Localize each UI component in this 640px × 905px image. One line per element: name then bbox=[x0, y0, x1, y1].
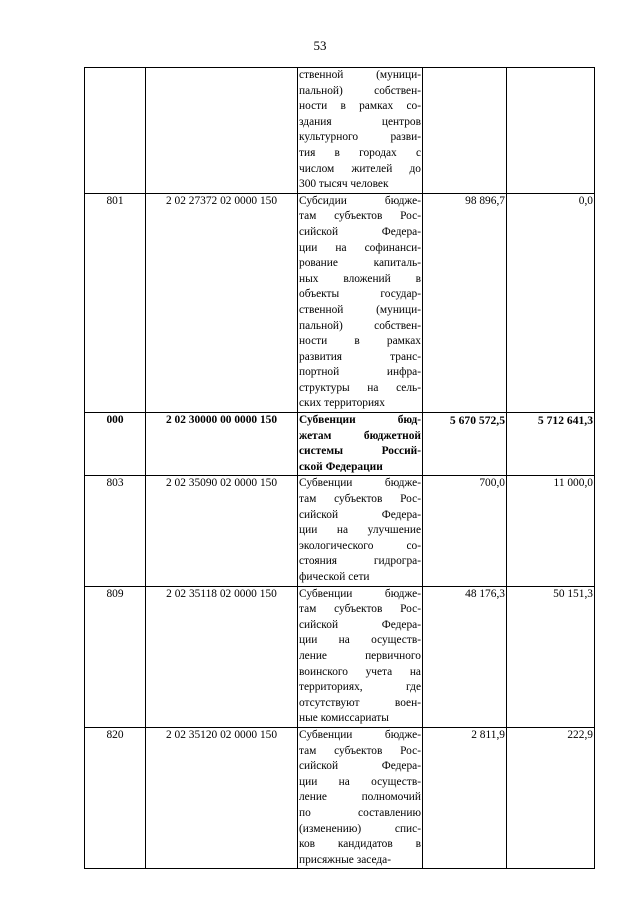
table-row bbox=[85, 413, 595, 476]
income-name-line: (изменению) спис- bbox=[299, 822, 421, 835]
income-name-cell bbox=[298, 193, 423, 412]
income-name-line: сийской Федера- bbox=[299, 225, 421, 238]
income-name-line: ление первичного bbox=[299, 649, 421, 662]
income-name-cell bbox=[298, 476, 423, 586]
income-name-line: пальной) собствен- bbox=[299, 319, 421, 332]
income-name-line: развития транс- bbox=[299, 350, 421, 363]
income-name-line: ственной (муници- bbox=[299, 69, 421, 81]
income-name-line: ности в рамках bbox=[299, 335, 421, 348]
income-name-line: ских территориях bbox=[299, 397, 385, 410]
amount-year-2-cell: 5 712 641,3 bbox=[507, 413, 595, 476]
budget-classification-code-cell: 2 02 27372 02 0000 150 bbox=[146, 193, 298, 412]
income-name-line: структуры на сель- bbox=[299, 381, 421, 394]
income-name-line: отсутствуют воен- bbox=[299, 696, 421, 709]
amount-year-1-cell: 98 896,7 bbox=[423, 193, 507, 412]
income-name-line: Субвенции бюдже- bbox=[299, 728, 421, 741]
income-name-line: фической сети bbox=[299, 571, 370, 583]
amount-year-2-cell: 11 000,0 bbox=[507, 476, 595, 586]
admin-code-cell: 820 bbox=[85, 727, 146, 868]
income-name-line: ных вложений в bbox=[299, 272, 421, 285]
income-name-line: ской Федерации bbox=[299, 460, 383, 473]
income-name-line: 300 тысяч человек bbox=[299, 178, 389, 191]
budget-classification-code-cell: 2 02 30000 00 0000 150 bbox=[146, 413, 298, 476]
income-name-line: ности в рамках со- bbox=[299, 100, 421, 113]
income-name-line: ции на осуществ- bbox=[299, 775, 421, 788]
admin-code-cell: 803 bbox=[85, 476, 146, 586]
income-name-line: жетам бюджетной bbox=[299, 429, 421, 442]
table-row bbox=[85, 727, 595, 868]
income-name-line: объекты государ- bbox=[299, 288, 421, 301]
income-name-line: ственной (муници- bbox=[299, 303, 421, 316]
budget-classification-code-cell: 2 02 35120 02 0000 150 bbox=[146, 727, 298, 868]
income-name-line: ции на улучшение bbox=[299, 524, 421, 537]
income-name-line: портной инфра- bbox=[299, 366, 421, 379]
income-name-line: Субвенции бюд- bbox=[299, 414, 421, 427]
admin-code-cell: 809 bbox=[85, 586, 146, 727]
budget-table-body bbox=[85, 68, 595, 869]
income-name-cell bbox=[298, 586, 423, 727]
income-name-line: сийской Федера- bbox=[299, 760, 421, 773]
amount-year-2-cell bbox=[507, 68, 595, 194]
income-name-line: там субъектов Рос- bbox=[299, 744, 421, 757]
income-name-line: экологического со- bbox=[299, 539, 421, 552]
income-name-line: там субъектов Рос- bbox=[299, 603, 421, 616]
amount-year-1-cell: 2 811,9 bbox=[423, 727, 507, 868]
amount-year-1-cell bbox=[423, 68, 507, 194]
amount-year-2-cell: 222,9 bbox=[507, 727, 595, 868]
income-name-line: пальной) собствен- bbox=[299, 84, 421, 97]
amount-year-1-cell: 5 670 572,5 bbox=[423, 413, 507, 476]
amount-year-2-cell: 50 151,3 bbox=[507, 586, 595, 727]
budget-classification-code-cell: 2 02 35090 02 0000 150 bbox=[146, 476, 298, 586]
income-name-line: Субвенции бюдже- bbox=[299, 587, 421, 600]
income-name-line: территориях, где bbox=[299, 681, 421, 694]
income-name-line: присяжные заседа- bbox=[299, 853, 392, 866]
income-name-cell bbox=[298, 68, 423, 194]
income-name-line: сийской Федера- bbox=[299, 508, 421, 521]
admin-code-cell: 801 bbox=[85, 193, 146, 412]
income-name-cell bbox=[298, 727, 423, 868]
admin-code-cell: 000 bbox=[85, 413, 146, 476]
income-name-line: числом жителей до bbox=[299, 162, 421, 175]
income-name-line: ции на осуществ- bbox=[299, 634, 421, 647]
income-name-line: по составлению bbox=[299, 806, 421, 819]
income-name-line: ление полномочий bbox=[299, 791, 421, 804]
budget-table bbox=[84, 67, 595, 869]
amount-year-1-cell: 700,0 bbox=[423, 476, 507, 586]
table-row bbox=[85, 68, 595, 194]
budget-classification-code-cell bbox=[146, 68, 298, 194]
income-name-line: системы Россий- bbox=[299, 445, 421, 458]
budget-classification-code-cell: 2 02 35118 02 0000 150 bbox=[146, 586, 298, 727]
income-name-line: сийской Федера- bbox=[299, 618, 421, 631]
income-name-line: стояния гидрогра- bbox=[299, 555, 421, 568]
table-row bbox=[85, 586, 595, 727]
income-name-line: Субсидии бюдже- bbox=[299, 194, 421, 207]
amount-year-1-cell: 48 176,3 bbox=[423, 586, 507, 727]
income-name-line: там субъектов Рос- bbox=[299, 493, 421, 506]
income-name-line: тия в городах с bbox=[299, 146, 421, 159]
page-number: 53 bbox=[313, 38, 327, 53]
income-name-line: здания центров bbox=[299, 115, 421, 128]
income-name-cell bbox=[298, 413, 423, 476]
income-name-line: ков кандидатов в bbox=[299, 838, 421, 851]
income-name-line: рование капиталь- bbox=[299, 257, 421, 270]
income-name-line: там субъектов Рос- bbox=[299, 210, 421, 223]
income-name-line: воинского учета на bbox=[299, 665, 421, 678]
amount-year-2-cell: 0,0 bbox=[507, 193, 595, 412]
income-name-line: Субвенции бюдже- bbox=[299, 477, 421, 490]
table-row bbox=[85, 476, 595, 586]
income-name-line: культурного разви- bbox=[299, 131, 421, 144]
income-name-line: ции на софинанси- bbox=[299, 241, 421, 254]
table-row bbox=[85, 193, 595, 412]
income-name-line: ные комиссариаты bbox=[299, 712, 389, 725]
admin-code-cell bbox=[85, 68, 146, 194]
